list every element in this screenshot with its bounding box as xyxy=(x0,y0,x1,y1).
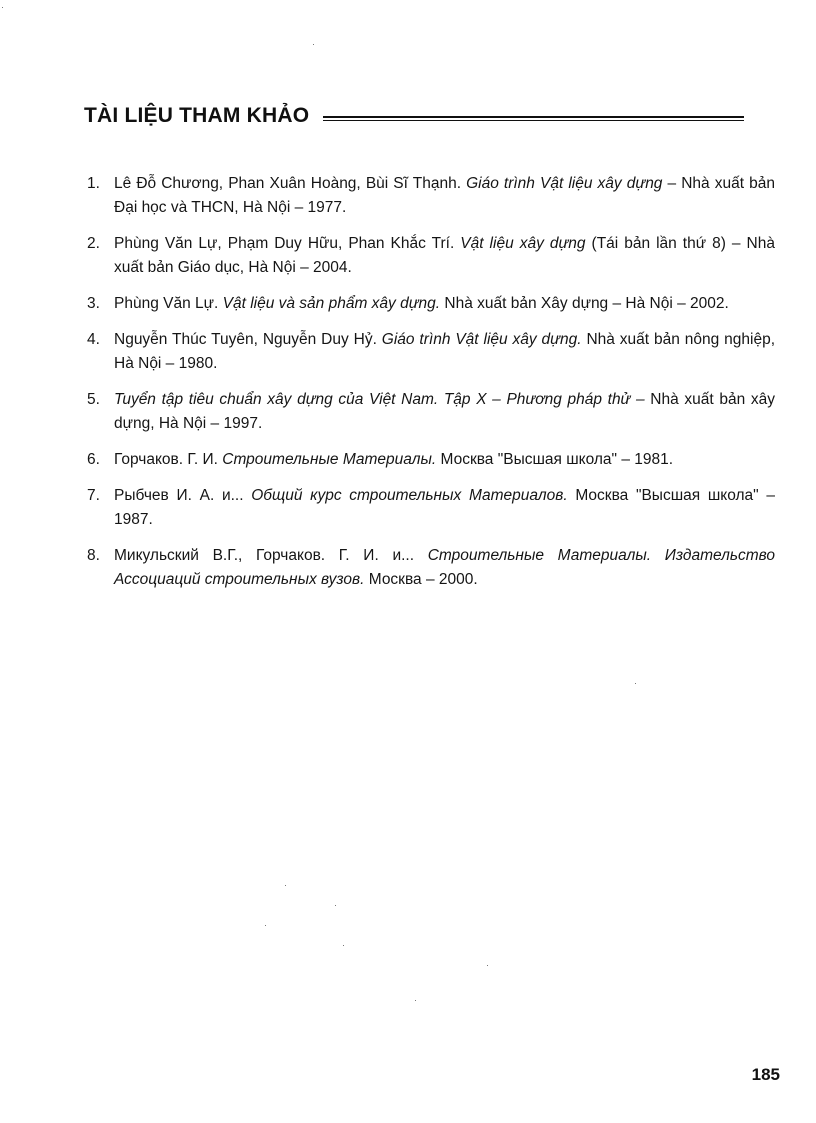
reference-item-8 xyxy=(87,544,775,592)
reference-title: Vật liệu và sản phẩm xây dựng. xyxy=(222,295,441,312)
reference-number: 5. xyxy=(87,391,100,408)
reference-text xyxy=(114,172,775,220)
reference-number: 4. xyxy=(87,331,100,348)
reference-text xyxy=(114,232,775,280)
reference-text xyxy=(114,328,775,376)
reference-item-4 xyxy=(87,328,775,376)
reference-item-7 xyxy=(87,484,775,532)
reference-number: 7. xyxy=(87,487,100,504)
reference-author: Phùng Văn Lự. xyxy=(114,295,223,312)
scan-speck xyxy=(415,1000,416,1001)
scan-speck xyxy=(487,965,488,966)
reference-title: Общий курс строительных Материалов. xyxy=(251,487,568,504)
reference-text xyxy=(114,448,775,472)
reference-item-6 xyxy=(87,448,775,472)
reference-item-3 xyxy=(87,292,775,316)
section-title: TÀI LIỆU THAM KHẢO xyxy=(84,104,310,127)
reference-author: Nguyễn Thúc Tuyên, Nguyễn Duy Hỷ. xyxy=(114,331,382,348)
heading-rule xyxy=(323,116,744,121)
reference-title: Строительные Материалы. Издательство Ассоциаций строительных вузов. xyxy=(114,547,776,588)
reference-publisher: – Nhà xuất bản Đại học và THCN, Hà Nội – 1977. xyxy=(114,175,775,216)
scan-speck xyxy=(313,44,314,45)
reference-author: Горчаков. Г. И. xyxy=(114,451,223,468)
scan-speck xyxy=(335,905,336,906)
reference-title: Giáo trình Vật liệu xây dựng. xyxy=(381,331,582,348)
reference-publisher: Москва "Высшая школа" – 1987. xyxy=(114,487,776,528)
scan-speck xyxy=(265,925,266,926)
scan-speck xyxy=(635,683,636,684)
reference-author: Рыбчев И. А. и... xyxy=(114,487,252,504)
reference-number: 6. xyxy=(87,451,100,468)
scan-speck xyxy=(2,7,3,8)
reference-list xyxy=(87,172,775,604)
reference-title: Строительные Материалы. xyxy=(222,451,437,468)
reference-text xyxy=(114,544,775,592)
reference-publisher: Nhà xuất bản Xây dựng – Hà Nội – 2002. xyxy=(440,295,729,312)
reference-title: Vật liệu xây dựng xyxy=(460,235,586,252)
reference-publisher: Nhà xuất bản xây dựng, Hà Nội – 1997. xyxy=(114,391,775,432)
reference-item-5 xyxy=(87,388,775,436)
reference-author: Микульский В.Г., Горчаков. Г. И. и... xyxy=(114,547,428,564)
reference-number: 3. xyxy=(87,295,100,312)
scan-speck xyxy=(343,945,344,946)
section-heading xyxy=(84,99,744,133)
reference-publisher: Москва – 2000. xyxy=(364,571,478,588)
page-number: 185 xyxy=(751,1065,780,1084)
reference-publisher: Nhà xuất bản nông nghiệp, Hà Nội – 1980. xyxy=(114,331,775,372)
reference-publisher: (Tái bản lần thứ 8) – Nhà xuất bản Giáo dục, Hà Nội – 2004. xyxy=(114,235,775,276)
scan-speck xyxy=(285,885,286,886)
reference-number: 2. xyxy=(87,235,100,252)
reference-item-2 xyxy=(87,232,775,280)
reference-publisher: Москва "Высшая школа" – 1981. xyxy=(436,451,674,468)
reference-title: Giáo trình Vật liệu xây dựng xyxy=(466,175,663,192)
reference-number: 1. xyxy=(87,175,100,192)
reference-text xyxy=(114,292,775,316)
reference-author: Phùng Văn Lự, Phạm Duy Hữu, Phan Khắc Trí. xyxy=(114,235,461,252)
reference-author: Lê Đỗ Chương, Phan Xuân Hoàng, Bùi Sĩ Thạnh. xyxy=(114,175,467,192)
reference-text xyxy=(114,388,775,436)
reference-title: Tuyển tập tiêu chuẩn xây dựng của Việt Nam. Tập X – Phương pháp thử – xyxy=(114,391,645,408)
reference-number: 8. xyxy=(87,547,100,564)
reference-text xyxy=(114,484,775,532)
reference-item-1 xyxy=(87,172,775,220)
